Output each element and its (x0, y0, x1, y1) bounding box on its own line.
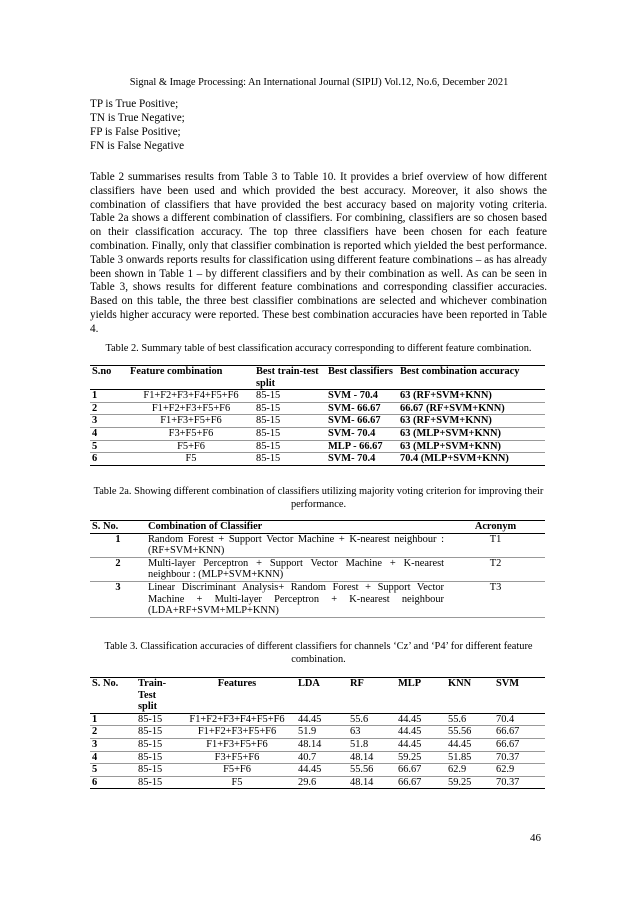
table-cell: 85-15 (254, 390, 326, 403)
definition-tn: TN is True Negative; (90, 112, 185, 124)
table-cell: F1+F2+F3+F5+F6 (128, 402, 254, 415)
table-cell: F5+F6 (178, 764, 296, 777)
table-cell: T3 (446, 581, 545, 617)
table-cell: 70.4 (494, 713, 545, 726)
table-row (90, 764, 545, 777)
table-row (90, 776, 545, 789)
table-cell: 55.56 (348, 764, 396, 777)
table-cell: 2 (90, 726, 136, 739)
table-cell: 6 (90, 453, 128, 466)
table-cell: 63 (RF+SVM+KNN) (398, 415, 545, 428)
table-cell: 2 (90, 557, 146, 581)
table-cell: F5 (178, 776, 296, 789)
table3-caption: Table 3. Classification accuracies of different classifiers for channels ‘Cz’ and ‘P4’ for different feature combination. (104, 641, 533, 665)
table-cell: 85-15 (136, 751, 178, 764)
table-cell: 44.45 (396, 726, 446, 739)
table-cell: 66.67 (494, 738, 545, 751)
table2a-header-sno: S. No. (90, 521, 146, 534)
table-cell: 1 (90, 713, 136, 726)
table-cell: 51.9 (296, 726, 348, 739)
table-cell: F5+F6 (128, 440, 254, 453)
table-cell: MLP - 66.67 (326, 440, 398, 453)
table3-header-features: Features (178, 678, 296, 714)
table-cell: 62.9 (446, 764, 494, 777)
table-row (90, 440, 545, 453)
table-cell: 66.67 (494, 726, 545, 739)
table-row (90, 738, 545, 751)
table3-header-rf: RF (348, 678, 396, 714)
table-row (90, 402, 545, 415)
table-cell: F1+F2+F3+F5+F6 (178, 726, 296, 739)
table-cell: 48.14 (348, 776, 396, 789)
table-cell: 44.45 (296, 713, 348, 726)
table-cell: F1+F2+F3+F4+F5+F6 (128, 390, 254, 403)
table-cell: T2 (446, 557, 545, 581)
table-cell: 44.45 (396, 713, 446, 726)
definition-fn: FN is False Negative (90, 140, 185, 152)
table-cell: 63 (MLP+SVM+KNN) (398, 440, 545, 453)
table-cell: 85-15 (136, 713, 178, 726)
table-cell: 63 (RF+SVM+KNN) (398, 390, 545, 403)
table2-header-accuracy: Best combination accuracy (398, 366, 545, 390)
table-cell: 4 (90, 751, 136, 764)
table-cell: 44.45 (296, 764, 348, 777)
table-cell: 59.25 (396, 751, 446, 764)
table-cell: F5 (128, 453, 254, 466)
table-row (90, 415, 545, 428)
table-cell: 85-15 (136, 764, 178, 777)
table2a (90, 520, 545, 618)
table2a-header-combination: Combination of Classifier (146, 521, 446, 534)
table-cell: 44.45 (396, 738, 446, 751)
table-cell: SVM- 66.67 (326, 402, 398, 415)
table3-header-svm: SVM (494, 678, 545, 714)
table-cell: 2 (90, 402, 128, 415)
table-row (90, 557, 545, 581)
table-cell: 40.7 (296, 751, 348, 764)
table-row (90, 390, 545, 403)
table-cell: Multi-layer Perceptron + Support Vector Machine + K-nearest neighbour : (MLP+SVM+KNN) (148, 557, 444, 581)
table-cell: 3 (90, 415, 128, 428)
table-cell: 1 (90, 390, 128, 403)
table-cell: 3 (90, 581, 146, 617)
table-row (90, 533, 545, 557)
table-cell: 85-15 (254, 427, 326, 440)
table-cell: 70.37 (494, 776, 545, 789)
table-cell: SVM- 70.4 (326, 453, 398, 466)
table3-header-split: Train-Test split (136, 678, 178, 714)
table3-header-lda: LDA (296, 678, 348, 714)
table2 (90, 365, 545, 466)
table-cell: Linear Discriminant Analysis+ Random Forest + Support Vector Machine + Multi-layer Perceptron + K-nearest neighbour (LDA+RF+SVM+MLP+KNN) (148, 581, 444, 617)
table2-header-sno: S.no (90, 366, 128, 390)
page-number: 46 (530, 832, 541, 844)
table-cell: F3+F5+F6 (128, 427, 254, 440)
table-cell: 5 (90, 440, 128, 453)
table-cell: 85-15 (136, 738, 178, 751)
table-cell: 85-15 (254, 453, 326, 466)
table-row (90, 713, 545, 726)
table-cell: F1+F3+F5+F6 (178, 738, 296, 751)
table2a-caption: Table 2a. Showing different combination of classifiers utilizing majority voting criterion for improving their performance. (93, 486, 544, 510)
table-cell: F1+F3+F5+F6 (128, 415, 254, 428)
table3-header-knn: KNN (446, 678, 494, 714)
table-cell: Random Forest + Support Vector Machine + K-nearest neighbour : (RF+SVM+KNN) (148, 533, 444, 557)
table-cell: 85-15 (254, 402, 326, 415)
table-cell: 6 (90, 776, 136, 789)
table-row (90, 453, 545, 466)
table-cell: 63 (MLP+SVM+KNN) (398, 427, 545, 440)
table-cell: 62.9 (494, 764, 545, 777)
table-cell: SVM- 66.67 (326, 415, 398, 428)
table-cell: T1 (446, 533, 545, 557)
table-row (90, 581, 545, 617)
body-paragraph (90, 171, 547, 337)
paragraph-text: Table 2 summarises results from Table 3 to Table 10. It provides a brief overview of how different classifiers have been used and which provided the best accuracy. Moreover, it also shows the combination of classifiers that have provided the best accuracy based on majority voting criteria. Table 2a shows a different combination of classifiers. For combining, classifiers are so chosen based on their classification accuracy. The top three classifiers have been chosen for each feature combination. Finally, only that classifier combination is reported which yielded the best performance. Table 3 onwards reports results for classification using different feature combinations – as has already been shown in Table 1 – by different classifiers and by their combination as well. As can be seen in Table 3, shows results for different feature combinations and corresponding classifier accuracies. Based on this table, the three best classifier combinations are selected and whichever combination yields higher accuracy were reported. These best combination accuracies have been reported in Table 4. (90, 171, 547, 335)
table-cell: 29.6 (296, 776, 348, 789)
table-cell: 3 (90, 738, 136, 751)
definition-tp: TP is True Positive; (90, 98, 179, 110)
table-cell: 66.67 (396, 776, 446, 789)
table-cell: 63 (348, 726, 396, 739)
table-cell: 44.45 (446, 738, 494, 751)
table-cell: 1 (90, 533, 146, 557)
table-cell: 59.25 (446, 776, 494, 789)
table-cell: 55.6 (446, 713, 494, 726)
table2-header-feature: Feature combination (128, 366, 254, 390)
table-cell: 55.56 (446, 726, 494, 739)
table-cell: 70.4 (MLP+SVM+KNN) (398, 453, 545, 466)
table-cell: 55.6 (348, 713, 396, 726)
table-cell: 51.8 (348, 738, 396, 751)
definition-fp: FP is False Positive; (90, 126, 181, 138)
table-cell: 85-15 (136, 776, 178, 789)
table2a-header-acronym: Acronym (446, 521, 545, 534)
table-cell: 85-15 (254, 415, 326, 428)
journal-header: Signal & Image Processing: An International Journal (SIPIJ) Vol.12, No.6, December 2021 (129, 77, 509, 88)
table2-header-classifiers: Best classifiers (326, 366, 398, 390)
table-cell: 66.67 (396, 764, 446, 777)
table-cell: 51.85 (446, 751, 494, 764)
table2-caption: Table 2. Summary table of best classification accuracy corresponding to different feature combination. (105, 343, 532, 354)
table2-header-split: Best train-test split (254, 366, 326, 390)
table-cell: 4 (90, 427, 128, 440)
table-cell: 85-15 (136, 726, 178, 739)
table3-header-sno: S. No. (90, 678, 136, 714)
table-cell: 85-15 (254, 440, 326, 453)
table-row (90, 427, 545, 440)
table-cell: 48.14 (348, 751, 396, 764)
table-cell: SVM- 70.4 (326, 427, 398, 440)
table-cell: 66.67 (RF+SVM+KNN) (398, 402, 545, 415)
table-cell: 70.37 (494, 751, 545, 764)
table-cell: SVM - 70.4 (326, 390, 398, 403)
table-row (90, 726, 545, 739)
table3-header-mlp: MLP (396, 678, 446, 714)
definition-list (90, 97, 185, 153)
table-cell: 48.14 (296, 738, 348, 751)
table3 (90, 677, 545, 789)
table-cell: F3+F5+F6 (178, 751, 296, 764)
table-row (90, 751, 545, 764)
table-cell: F1+F2+F3+F4+F5+F6 (178, 713, 296, 726)
table-cell: 5 (90, 764, 136, 777)
